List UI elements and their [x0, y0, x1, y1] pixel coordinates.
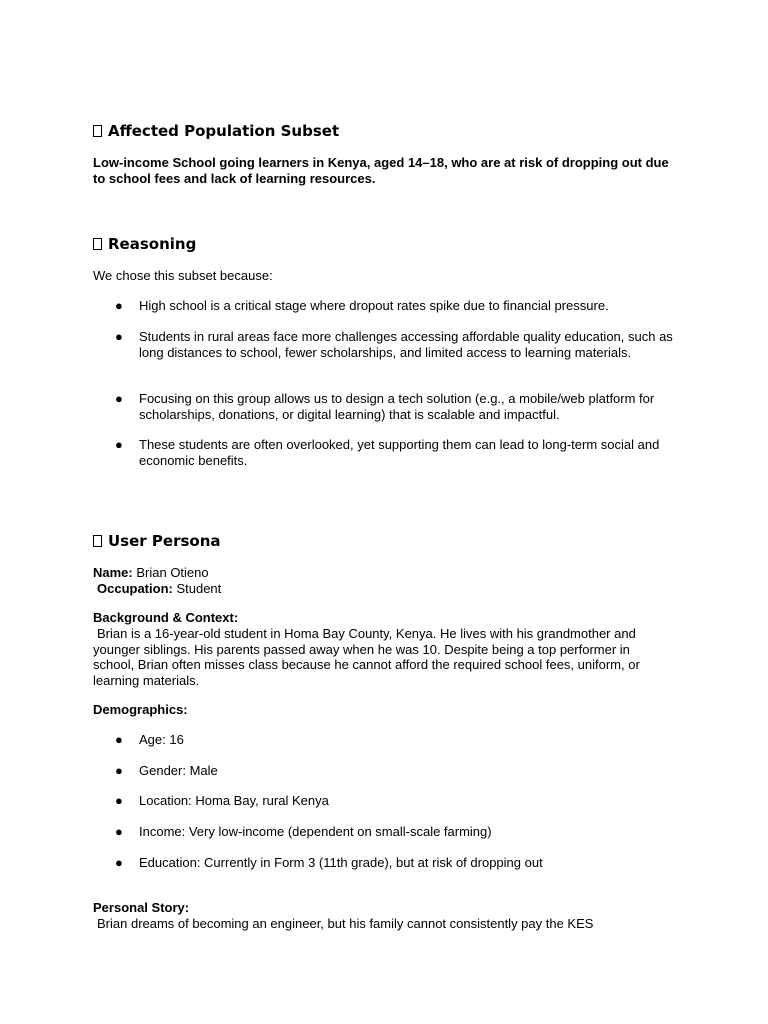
bullet-icon: ● [115, 437, 123, 452]
reasoning-bullet-2: Students in rural areas face more challenges accessing affordable quality education, such as long distances to school, fewer scholarships, and limited access to learning materials. [139, 329, 673, 360]
missing-glyph-icon [93, 238, 102, 250]
persona-name [93, 565, 209, 581]
background-label: Background & Context: [93, 610, 239, 625]
personal-story-label: Personal Story: [93, 900, 190, 915]
section-heading-user-persona: User Persona [93, 531, 221, 551]
demographics-education: Education: Currently in Form 3 (11th grade), but at risk of dropping out [139, 855, 543, 870]
demographics-location: Location: Homa Bay, rural Kenya [139, 793, 329, 808]
demographics-age: Age: 16 [139, 732, 184, 747]
bullet-icon: ● [115, 824, 123, 839]
affected-population-description: Low-income School going learners in Kenya, aged 14–18, who are at risk of dropping out due to school fees and lack of learning resources. [93, 155, 669, 186]
bullet-icon: ● [115, 732, 123, 747]
bullet-icon: ● [115, 298, 123, 313]
persona-name-value: Brian Otieno [132, 565, 209, 580]
background-text: Brian is a 16-year-old student in Homa Bay County, Kenya. He lives with his grandmother and younger siblings. His parents passed away when he was 10. Despite being a top performer in school, Brian often misses class because he cannot afford the required school fees, uniform, or learning materials. [93, 626, 640, 688]
persona-occupation-value: Student [172, 581, 222, 596]
persona-name-label: Name: [93, 565, 133, 580]
bullet-icon: ● [115, 329, 123, 344]
personal-story-text: Brian dreams of becoming an engineer, but his family cannot consistently pay the KES [97, 916, 594, 931]
bullet-icon: ● [115, 763, 123, 778]
reasoning-intro: We chose this subset because: [93, 268, 273, 283]
bullet-icon: ● [115, 855, 123, 870]
demographics-label: Demographics: [93, 702, 188, 717]
section-heading-affected-population: Affected Population Subset [93, 121, 339, 141]
reasoning-bullet-1: High school is a critical stage where dropout rates spike due to financial pressure. [139, 298, 609, 313]
missing-glyph-icon [93, 535, 102, 547]
missing-glyph-icon [93, 125, 102, 137]
reasoning-bullet-3: Focusing on this group allows us to design a tech solution (e.g., a mobile/web platform for scholarships, donations, or digital learning) that is scalable and impactful. [139, 391, 655, 422]
demographics-gender: Gender: Male [139, 763, 218, 778]
reasoning-bullet-4: These students are often overlooked, yet supporting them can lead to long-term social and economic benefits. [139, 437, 660, 468]
section-heading-reasoning: Reasoning [93, 234, 196, 254]
persona-occupation-label: Occupation: [97, 581, 173, 596]
bullet-icon: ● [115, 793, 123, 808]
persona-occupation [97, 581, 221, 597]
bullet-icon: ● [115, 391, 123, 406]
demographics-income: Income: Very low-income (dependent on small-scale farming) [139, 824, 492, 839]
